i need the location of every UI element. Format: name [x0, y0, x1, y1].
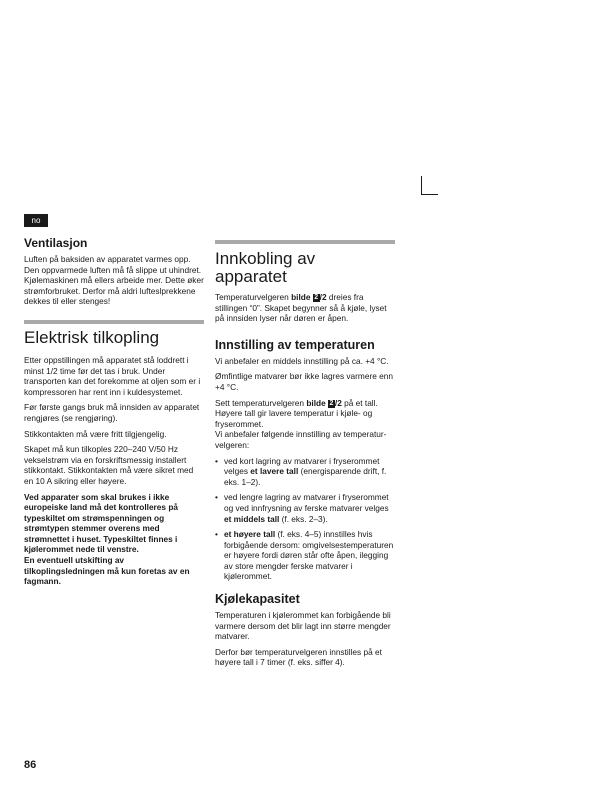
kjolekapasitet-paragraph-2: Derfor bør temperaturvelgeren innstilles på et høyere tall i 7 timer (f. eks. siffer 4).	[215, 646, 382, 668]
figure-ref-badge: 2	[314, 294, 319, 301]
figure-ref-badge: 2	[329, 399, 334, 407]
list-item: • ved kort lagring av matvarer i fryserommet velges et lavere tall (energisparende drift, f. eks. 1–2).	[215, 456, 395, 488]
section-rule	[24, 320, 204, 324]
list-item: • ved lengre lagring av matvarer i fryserommet og ved innfrysning av ferske matvarer velges et middels tall (f. eks. 2–3).	[215, 492, 395, 524]
ventilasjon-heading: Ventilasjon	[24, 236, 88, 250]
crop-corner-mark	[421, 176, 438, 195]
kjolekapasitet-heading: Kjølekapasitet	[215, 592, 300, 607]
elektrisk-paragraph-1: Etter oppstillingen må apparatet stå loddrett i minst 1/2 time før det tas i bruk. Under transporten kan det forekomme at oljen som er i kompressoren har rent inn i kuldesystemet.	[24, 354, 201, 397]
innkobling-heading-line-1: Innkobling av	[215, 249, 316, 268]
left-column	[24, 236, 204, 587]
language-tag: no	[24, 214, 48, 227]
innkobling-text: Temperaturvelgeren bilde 2 /2 dreies fra stillingen “0”. Skapet begynner så å kjøle, lyset på innsiden lyser når døren er åpen.	[215, 292, 387, 324]
innstilling-paragraph-3: Sett temperaturvelgeren bilde 2 /2 på et tall. Høyere tall gir lavere temperatur i kjøle- og fryserommet.	[215, 397, 378, 429]
right-column	[215, 240, 395, 668]
elektrisk-paragraph-4: Skapet må kun tilkoples 220–240 V/50 Hz vekselstrøm via en forskriftsmessig installert stikkontakt. Stikkontakten må være sikret med en 10 A sikring eller høyere.	[24, 444, 194, 486]
elektrisk-heading: Elektrisk tilkopling	[24, 327, 160, 347]
ventilasjon-text: Luften på baksiden av apparatet varmes opp. Den oppvarmede luften må få slippe ut uhindret. Kjølemaskinen må ellers arbeide mer. Dette øker strømforbruket. Derfor må aldri lufteslprekkene dekkes til eller stenges!	[24, 254, 204, 307]
setting-list	[215, 456, 395, 583]
elektrisk-paragraph-3: Stikkontakten må være fritt tilgjengelig.	[24, 428, 167, 439]
page-number: 86	[24, 759, 37, 771]
section-rule	[215, 240, 395, 244]
innkobling-heading-line-2: apparatet	[215, 267, 287, 286]
elektrisk-paragraph-6: En eventuell utskifting av tilkoplingsledningen må kun foretas av en fagmann.	[24, 555, 190, 587]
kjolekapasitet-paragraph-1: Temperaturen i kjølerommet kan forbigående bli varmere dersom det blir lagt inn større mengder matvarer.	[215, 610, 391, 642]
innstilling-paragraph-4: Vi anbefaler følgende innstilling av temperatur- velgeren:	[215, 429, 387, 450]
elektrisk-paragraph-2: Før første gangs bruk må innsiden av apparatet rengjøres (se rengjøring).	[24, 402, 200, 423]
innstilling-paragraph-1: Vi anbefaler en middels innstilling på ca. +4 °C.	[215, 355, 389, 366]
elektrisk-paragraph-5: Ved apparater som skal brukes i ikke europeiske land må det kontrolleres på typeskiltet om strømspenningen og strømtypen stemmer overens med strømnettet i huset. Typeskiltet finnes i kjølerommet nede til venstre.	[24, 491, 179, 555]
innstilling-heading: Innstilling av temperaturen	[215, 337, 375, 352]
innstilling-paragraph-2: Ømfintlige matvarer bør ikke lagres varmere enn +4 °C.	[215, 371, 393, 392]
list-item: • et høyere tall (f. eks. 4–5) innstilles hvis forbigående dersom: omgivelsestemperaturen er høyere fordi døren står ofte åpen, ilegging av store mengder ferske matvarer i kjølerommet.	[215, 529, 395, 582]
